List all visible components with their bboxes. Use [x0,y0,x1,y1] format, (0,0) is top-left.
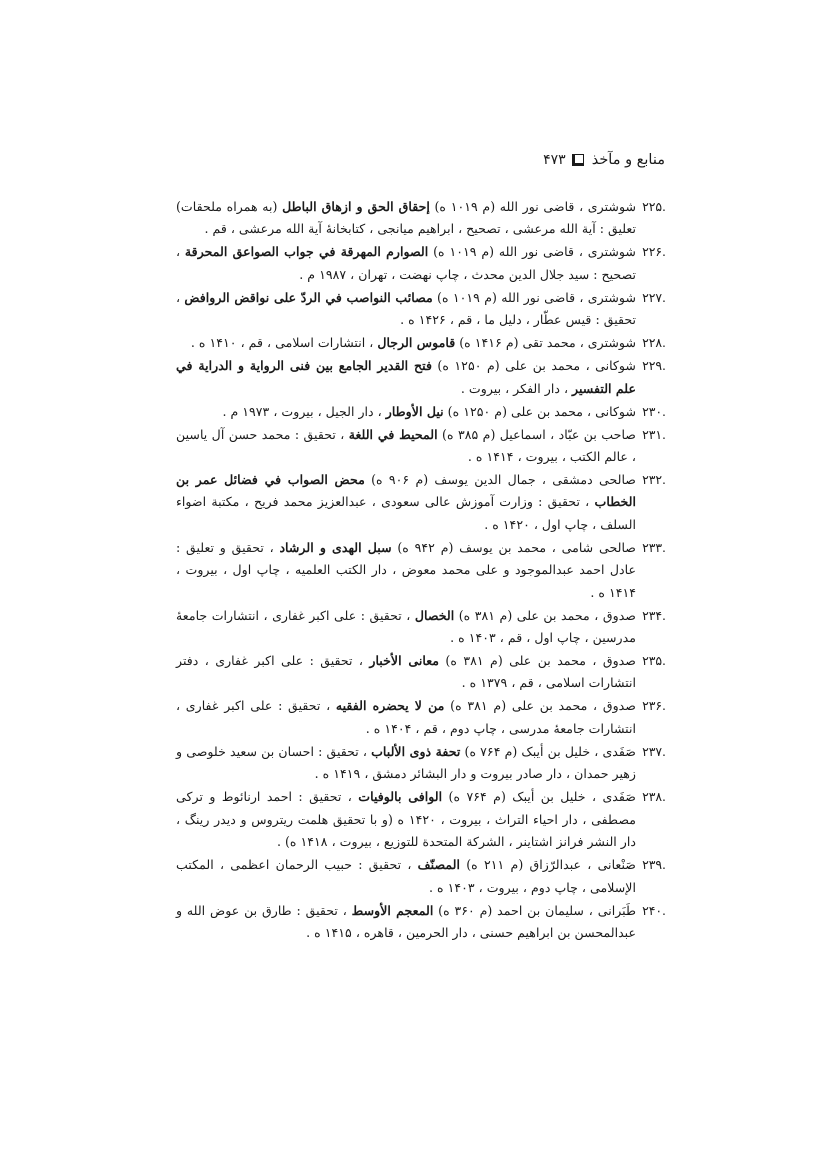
bibliography-entry [176,854,666,899]
entry-publication: ، دار الجیل ، بیروت ، ۱۹۷۳ م . [222,403,386,419]
entry-title: سبل الهدى و الرشاد [279,539,392,555]
bibliography-entry [176,332,666,354]
entry-text [176,469,636,536]
entry-number: ۲۳۲. [642,472,666,488]
entry-text [176,786,636,853]
entry-number: ۲۳۱. [642,426,666,442]
entry-text [176,287,636,332]
entry-author: صاحب بن عبّاد ، اسماعیل (م ۳۸۵ ه) [437,426,636,442]
entry-number: ۲۳۴. [642,607,666,623]
entry-author: صَفَدی ، خلیل بن أیبک (م ۷۶۴ ه) [460,743,636,759]
bibliography-entry [176,355,666,400]
entry-title: الوافى بالوفيات [358,789,443,805]
bibliography-list [176,196,666,945]
entry-number: ۲۲۷. [642,289,666,305]
entry-publication: ، دار الفکر ، بیروت . [460,380,573,396]
entry-title: تحفة ذوى الألباب [371,743,461,759]
bibliography-entry [176,469,666,536]
bibliography-entry [176,537,666,604]
entry-title: إحقاق الحق و ازهاق الباطل [282,199,430,214]
entry-publication: ، تصحیح : سید جلال الدین محدث ، چاپ نهضت ، تهران ، ۱۹۸۷ م . [176,244,636,282]
entry-number: ۲۲۸. [642,335,666,351]
entry-publication: ، تحقیق : قیس عطّار ، دلیل ما ، قم ، ۱۴۲۶ ه . [176,289,636,328]
entry-author: شوشتری ، قاضی نور الله (م ۱۰۱۹ ه) [429,199,636,214]
entry-publication: ، تحقیق : محمد حسن آل یاسین ، عالم الکتب ، بیروت ، ۱۴۱۴ ه . [176,426,636,465]
entry-number: ۲۳۶. [642,698,666,714]
entry-author: طَبَرانی ، سلیمان بن احمد (م ۳۶۰ ه) [433,902,636,918]
entry-author: صَنْعانی ، عبدالرّزاق (م ۲۱۱ ه) [460,857,636,873]
bibliography-entry [176,900,666,945]
entry-author: شوشتری ، محمد تقی (م ۱۴۱۶ ه) [455,335,636,351]
entry-publication: ، تحقیق : احسان بن سعید خلوصی و زهیر حمدان ، دار صادر بیروت و دار البشائر دمشق ، ۱۴۱۹ ه . [176,743,636,782]
entry-number: ۲۲۶. [642,244,666,260]
header-title: منابع و مآخذ [591,152,665,168]
entry-text [176,605,636,650]
entry-publication: ، تحقیق : علی اکبر غفاری ، انتشارات جامعهٔ مدرسی ، چاپ دوم ، قم ، ۱۴۰۴ ه . [176,698,636,736]
entry-number: ۲۳۹. [642,857,666,873]
bibliography-entry [176,401,666,423]
entry-text [176,854,636,899]
bibliography-entry [176,695,666,740]
entry-author: شوشتری ، قاضی نور الله (م ۱۰۱۹ ه) [432,289,636,305]
entry-author: صَفَدی ، خلیل بن أیبک (م ۷۶۴ ه) [442,789,636,805]
page-number: ۴۷۳ [543,152,566,168]
entry-text [176,401,636,423]
entry-number: ۲۳۳. [642,539,666,555]
entry-number: ۲۳۷. [642,743,666,759]
entry-number: ۲۳۰. [642,403,666,419]
entry-title: نيل الأوطار [385,403,444,419]
entry-title: المصنّف [417,857,460,873]
bibliography-entry [176,605,666,650]
bibliography-entry [176,287,666,332]
entry-title: الخصال [414,607,455,623]
entry-number: ۲۴۰. [642,902,666,918]
entry-title: محض الصواب في فضائل عمر بن الخطاب [176,472,636,510]
entry-title: الصوارم المهرقة في جواب الصواعق المحرقة [184,244,429,260]
bibliography-entry [176,650,666,695]
bibliography-entry [176,424,666,469]
entry-author: شوکانی ، محمد بن علی (م ۱۲۵۰ ه) [431,358,636,374]
entry-text [176,196,636,241]
entry-title: المعجم الأوسط [351,902,434,918]
running-header [175,150,665,170]
entry-text [176,695,636,740]
bibliography-entry [176,786,666,853]
entry-author: صدوق ، محمد بن علی (م ۳۸۱ ه) [444,698,636,714]
entry-title: فتح القدير الجامع بين فنى الرواية و الدراية في علم التفسير [176,358,636,396]
entry-publication: ، تحقیق : حبیب الرحمان اعظمی ، المکتب الإسلامی ، چاپ دوم ، بیروت ، ۱۴۰۳ ه . [176,857,636,895]
entry-title: مصائب النواصب في الردّ على نواقض الروافض [184,289,433,305]
entry-publication: ، تحقیق : طارق بن عوض الله و عبدالمحسن بن ابراهیم حسنی ، دار الحرمین ، قاهره ، ۱۴۱۵ ه . [176,902,636,940]
entry-publication: ، تحقیق : وزارت آموزش عالی سعودی ، عبدالعزیز محمد فریح ، مکتبة اضواء السلف ، چاپ اول ، ۱۴۲۰ ه . [176,494,636,532]
entry-text [176,650,636,695]
entry-text [176,355,636,400]
entry-text [176,332,636,354]
entry-number: ۲۲۹. [642,358,666,374]
entry-text [176,900,636,945]
entry-text [176,741,636,786]
entry-author: شوکانی ، محمد بن علی (م ۱۲۵۰ ه) [443,403,636,419]
entry-publication: (به همراه ملحقات) تعلیق : آیة الله مرعشی ، تصحیح ، ابراهیم میانجی ، کتابخانهٔ آیة الله مرعشی ، قم . [176,199,636,237]
bibliography-entry [176,241,666,286]
bibliography-entry [176,741,666,786]
entry-publication: ، تحقیق : احمد ارنائوط و ترکی مصطفی ، دار احیاء التراث ، بیروت ، ۱۴۲۰ ه (و با تحقیق هلمت ریتروس و دیدر رینگ ، دار النشر فرانز اشتاینر ، الشرکة المتحدة للتوزیع ، بیروت ، ۱۴۱۸ ه) . [176,789,636,850]
entry-author: صالحی شامی ، محمد بن یوسف (م ۹۴۲ ه) [391,539,636,555]
entry-number: ۲۳۸. [642,789,666,805]
bibliography-entry [176,196,666,241]
entry-text [176,537,636,604]
entry-author: شوشتری ، قاضی نور الله (م ۱۰۱۹ ه) [428,244,636,260]
entry-publication: ، تحقیق : علی اکبر غفاری ، انتشارات جامعهٔ مدرسین ، چاپ اول ، قم ، ۱۴۰۳ ه . [176,607,636,646]
entry-title: قاموس الرجال [377,335,456,351]
entry-title: معانى الأخبار [369,653,440,669]
header-box-ornament-icon [572,154,584,166]
entry-text [176,241,636,286]
entry-title: من لا يحضره الفقيه [335,698,445,714]
entry-text [176,424,636,469]
entry-publication: ، تحقیق و تعلیق : عادل احمد عبدالموجود و علی محمد معوض ، دار الکتب العلمیه ، چاپ اول ، بیروت ، ۱۴۱۴ ه . [176,539,636,600]
entry-author: صدوق ، محمد بن علی (م ۳۸۱ ه) [454,607,636,623]
entry-publication: ، انتشارات اسلامی ، قم ، ۱۴۱۰ ه . [190,335,378,351]
entry-author: صالحی دمشقی ، جمال الدین یوسف (م ۹۰۶ ه) [364,472,636,488]
entry-number: ۲۳۵. [642,653,666,669]
entry-publication: ، تحقیق : علی اکبر غفاری ، دفتر انتشارات اسلامی ، قم ، ۱۳۷۹ ه . [176,653,636,691]
entry-title: المحيط في اللغة [348,426,438,442]
entry-number: ۲۲۵. [642,199,666,214]
entry-author: صدوق ، محمد بن علی (م ۳۸۱ ه) [439,653,636,669]
